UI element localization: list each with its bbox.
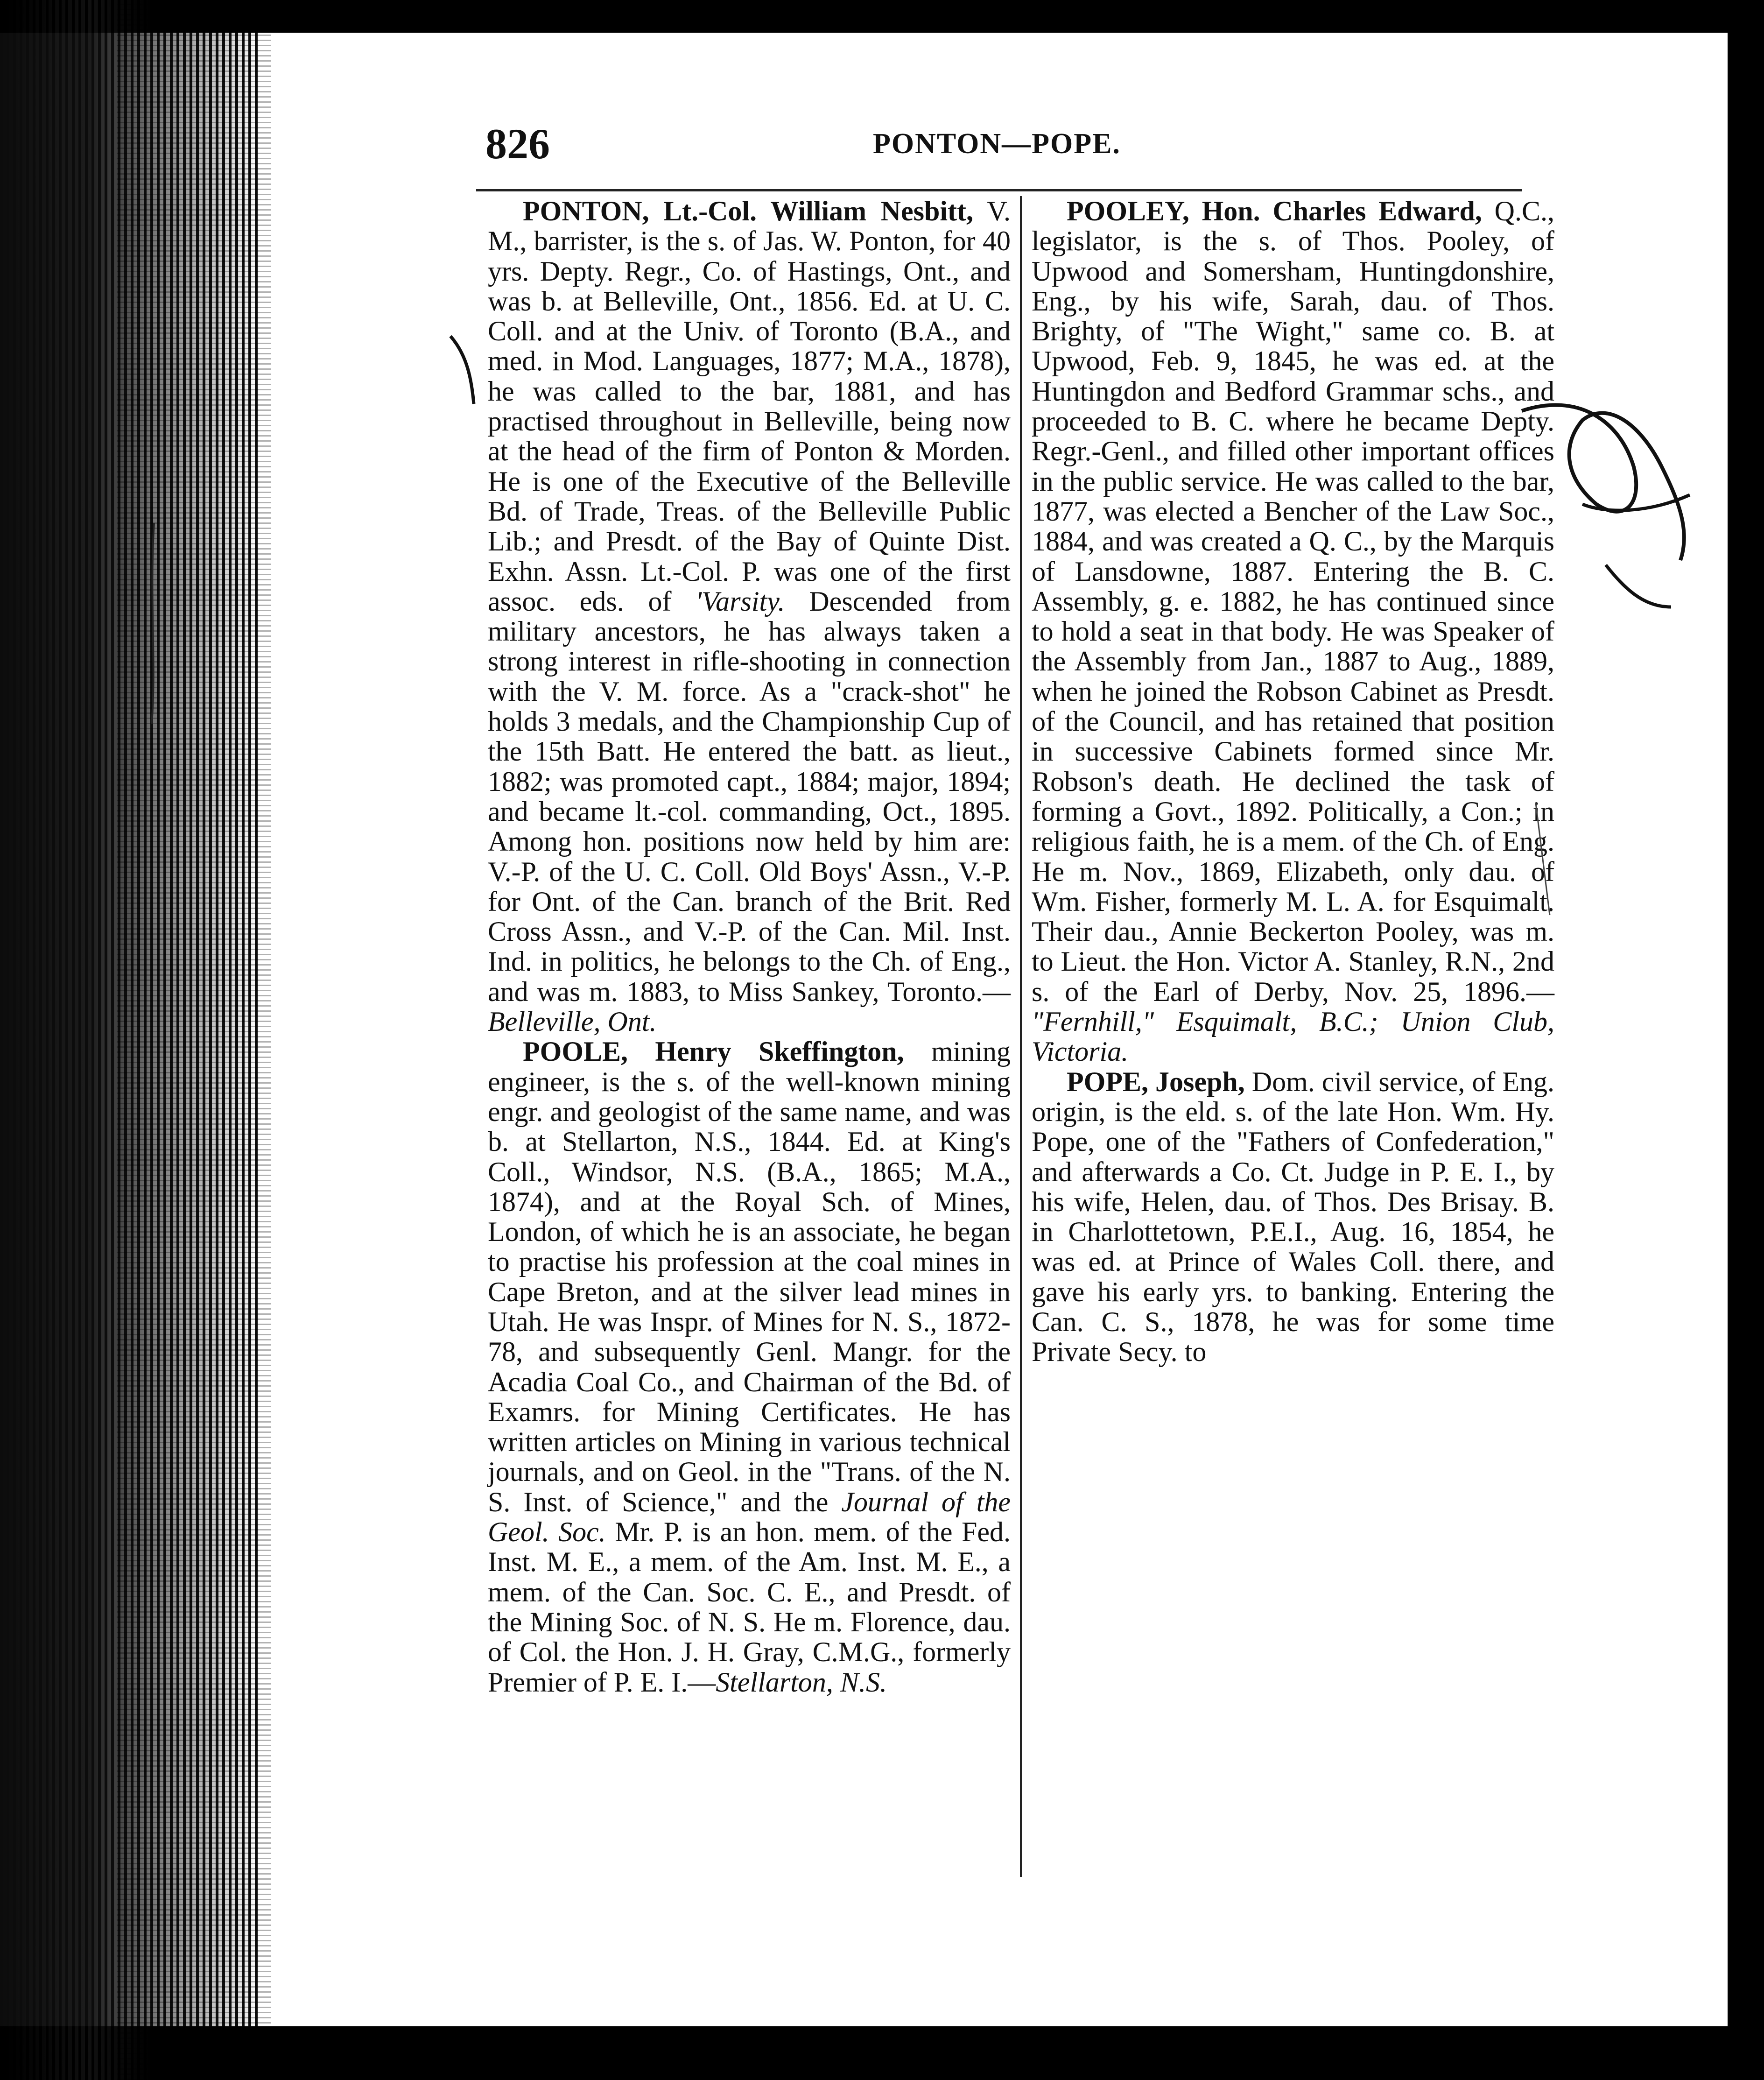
entry-headword: PONTON, Lt.-Col. William Nesbitt,	[523, 196, 973, 226]
running-title: PONTON—POPE.	[873, 128, 1121, 160]
entry-headword: POOLEY, Hon. Charles Edward,	[1067, 196, 1482, 226]
entry-address: "Fernhill," Esquimalt, B.C.; Union Club, Victoria.	[1032, 1006, 1554, 1067]
entry-address: Belleville, Ont.	[488, 1006, 657, 1037]
header-rule	[476, 189, 1522, 191]
entry-poole	[488, 1036, 1011, 1697]
entry-address: Stellarton, N.S.	[716, 1666, 887, 1698]
margin-pen-loop	[1582, 495, 1690, 510]
entry-text: Q.C., legislator, is the s. of Thos. Pooley, of Upwood and Somersham, Huntingdonshire, Eng., by his wife, Sarah, dau. of Thos. Brighty, of "The Wight," same co. B. at Upwood, Feb. 9, 1845, he was ed. at the Huntingdon and Bedford Grammar schs., and proceeded to B. C. where he became Depty. Regr.-Genl., and filled other important offices in the public service. He was called to the bar, 1877, was elected a Bencher of the Law Soc., 1884, and was created a Q. C., by the Marquis of Lansdowne, 1887. Entering the B. C. Assembly, g. e. 1882, he has continued since to hold a seat in that body. He was Speaker of the Assembly from Jan., 1887 to Aug., 1889, when he joined the Robson Cabinet as Presdt. of the Council, and has retained that position in successive Cabinets formed since Mr. Robson's death. He declined the task of forming a Govt., 1892. Politically, a Con.; in religious faith, he is a mem. of the Ch. of Eng. He m. Nov., 1869, Elizabeth, only dau. of Wm. Fisher, formerly M. L. A. for Esquimalt. Their dau., Annie Beckerton Pooley, was m. to Lieut. the Hon. Victor A. Stanley, R.N., 2nd s. of the Earl of Derby, Nov. 25, 1896.—	[1032, 196, 1554, 1007]
scan-gutter-noise	[117, 0, 271, 2080]
page-number: 826	[485, 120, 550, 168]
entry-pope	[1032, 1067, 1554, 1367]
entry-text: Descended from military ancestors, he has always taken a strong interest in rifle-shooting in connection with the V. M. force. As a "crack-shot" he holds 3 medals, and the Championship Cup of the 15th Batt. He entered the batt. as lieut., 1882; was promoted capt., 1884; major, 1894; and became lt.-col. commanding, Oct., 1895. Among hon. positions now held by him are: V.-P. of the U. C. Coll. Old Boys' Assn., V.-P. for Ont. of the Can. branch of the Brit. Red Cross Assn., and V.-P. of the Can. Mil. Inst. Ind. in politics, he belongs to the Ch. of Eng., and was m. 1883, to Miss Sankey, Toronto.—	[488, 585, 1011, 1007]
page-header	[485, 119, 1522, 175]
entry-text: Mr. P. is an hon. mem. of the Fed. Inst. M. E., a mem. of the Am. Inst. M. E., a mem. of the Can. Soc. C. E., and Presdt. of the Mining Soc. of N. S. He m. Florence, dau. of Col. the Hon. J. H. Gray, C.M.G., formerly Premier of P. E. I.—	[488, 1516, 1011, 1698]
entry-headword: POOLE, Henry Skeffington,	[523, 1036, 904, 1067]
column-divider	[1020, 196, 1022, 1877]
margin-pen-stroke	[450, 336, 474, 404]
entry-italic-text: Journal of the Geol. Soc.	[488, 1486, 1011, 1548]
entry-pooley	[1032, 196, 1554, 1067]
entry-text: mining engineer, is the s. of the well-known mining engr. and geologist of the same name, and was b. at Stellarton, N.S., 1844. Ed. at King's Coll., Windsor, N.S. (B.A., 1865; M.A., 1874), and at the Royal Sch. of Mines, London, of which he is an associate, he began to practise his profession at the coal mines in Cape Breton, and at the silver lead mines in Utah. He was Inspr. of Mines for N. S., 1872-78, and subsequently Genl. Mangr. for the Acadia Coal Co., and Chairman of the Bd. of Examrs. for Mining Certificates. He has written articles on Mining in various technical journals, and on Geol. in the "Trans. of the N. S. Inst. of Science," and the	[488, 1036, 1011, 1517]
entry-italic-text: 'Varsity.	[696, 585, 785, 617]
entry-ponton	[488, 196, 1011, 1036]
left-column	[488, 196, 1011, 1697]
entry-text: Dom. civil service, of Eng. origin, is the eld. s. of the late Hon. Wm. Hy. Pope, one of the "Fathers of Confederation," and afterwards a Co. Ct. Judge in P. E. I., by his wife, Helen, dau. of Thos. Des Brisay. B. in Charlottetown, P.E.I., Aug. 16, 1854, he was ed. at Prince of Wales Coll. there, and gave his early yrs. to banking. Entering the Can. C. S., 1878, he was for some time Private Secy. to	[1032, 1066, 1554, 1368]
scan-border-right	[1728, 0, 1764, 2080]
margin-pen-stroke	[1606, 565, 1671, 607]
right-column	[1032, 196, 1554, 1367]
entry-text: V. M., barrister, is the s. of Jas. W. Ponton, for 40 yrs. Depty. Regr., Co. of Hastings, Ont., and was b. at Belleville, Ont., 1856. Ed. at U. C. Coll. and at the Univ. of Toronto (B.A., and med. in Mod. Languages, 1877; M.A., 1878), he was called to the bar, 1881, and has practised throughout in Belleville, being now at the head of the firm of Ponton & Morden. He is one of the Executive of the Belleville Bd. of Trade, Treas. of the Belleville Public Lib.; and Presdt. of the Bay of Quinte Dist. Exhn. Assn. Lt.-Col. P. was one of the first assoc. eds. of	[488, 196, 1011, 617]
entry-headword: POPE, Joseph,	[1067, 1066, 1245, 1097]
